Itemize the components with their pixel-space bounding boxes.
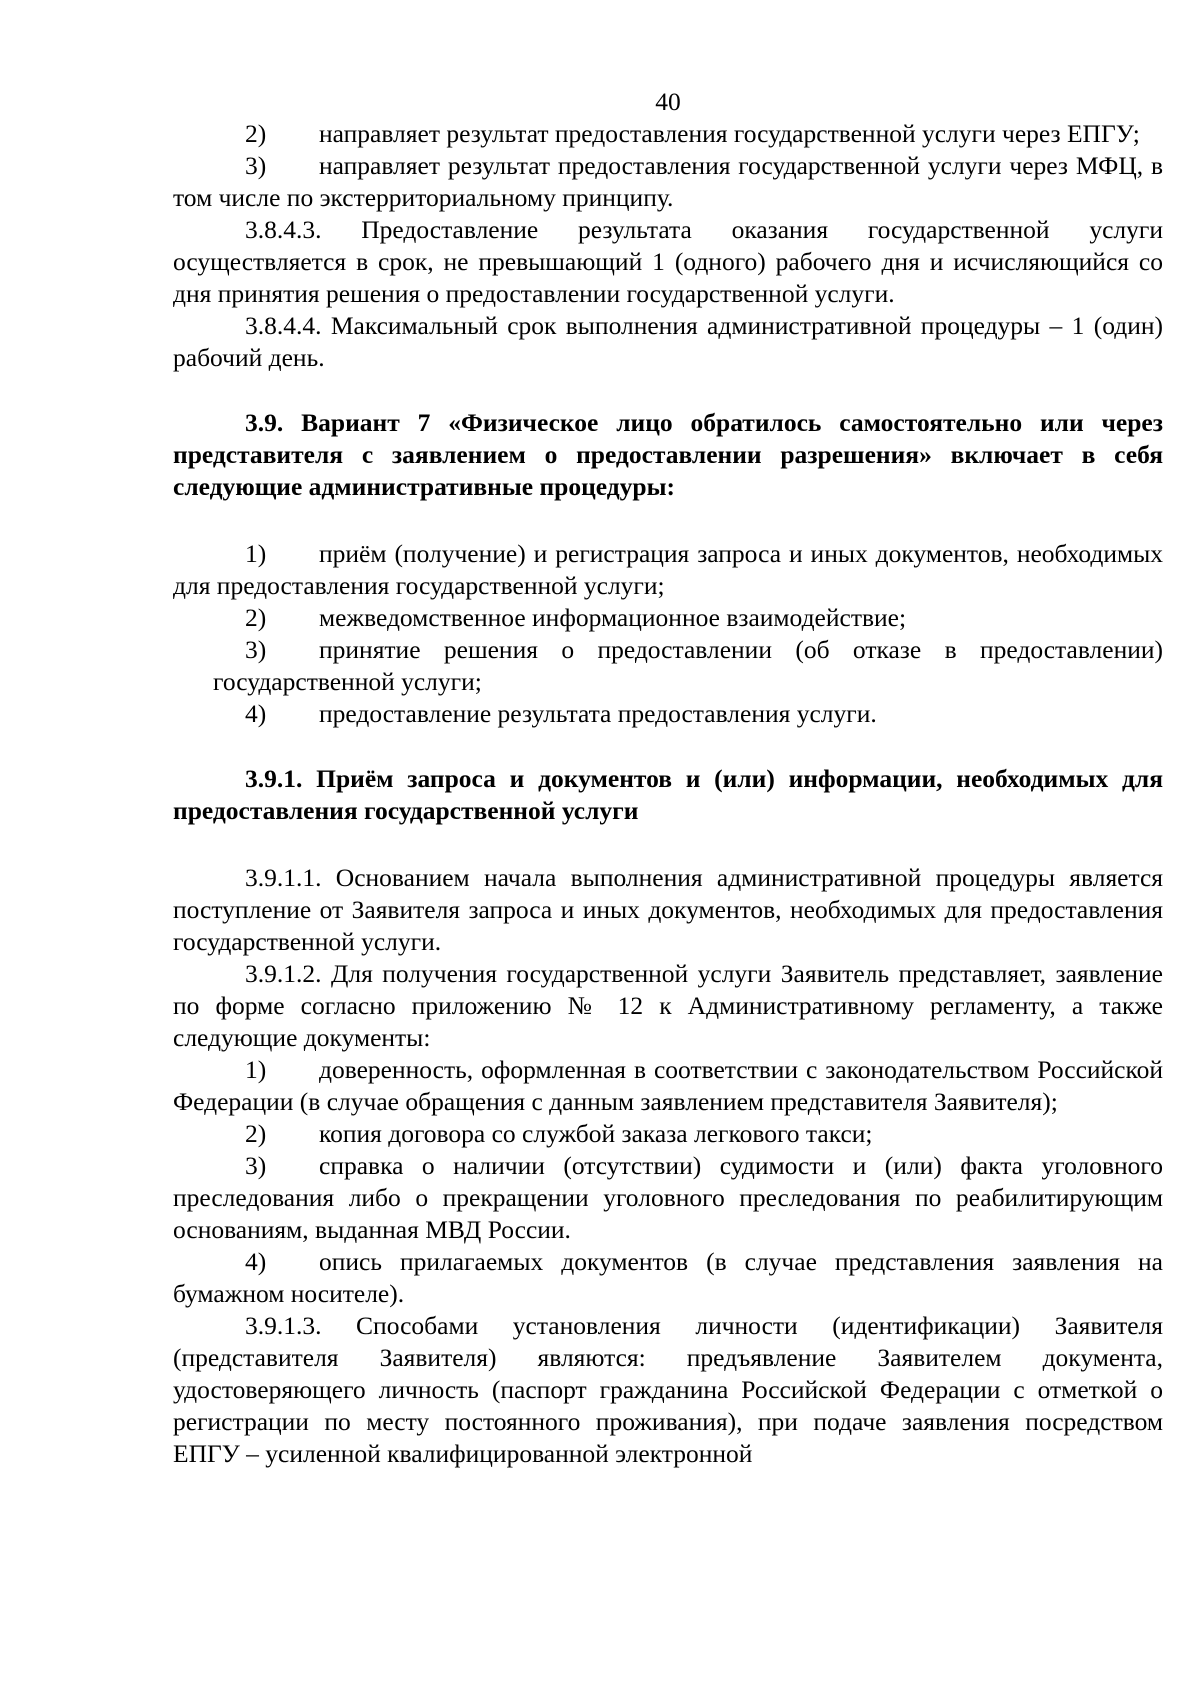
paragraph-3-8-4-3: 3.8.4.3. Предоставление результата оказания государственной услуги осуществляется в срок, не превышающий 1 (одного) рабочего дня и исчисляющийся со дня принятия решения о предоставлении государственной услуги. [173, 215, 1163, 308]
list-item-number: 3) [245, 635, 267, 664]
section-heading-3-9-1: 3.9.1. Приём запроса и документов и (или) информации, необходимых для предоставления государственной услуги [173, 764, 1163, 825]
list-item-number: 1) [245, 539, 267, 568]
page-number: 40 [655, 87, 681, 116]
list-item-text: копия договора со службой заказа легкового такси; [319, 1119, 873, 1148]
list-item-text: направляет результат предоставления государственной услуги через ЕПГУ; [319, 119, 1140, 148]
list-item-text: межведомственное информационное взаимодействие; [319, 603, 907, 632]
list-item [173, 1118, 1163, 1150]
section-heading-3-9: 3.9. Вариант 7 «Физическое лицо обратилось самостоятельно или через представителя с заявлением о предоставлении разрешения» включает в себя следующие административные процедуры: [173, 408, 1163, 501]
list-item-number: 4) [245, 1247, 267, 1276]
list-item-text: справка о наличии (отсутствии) судимости и (или) факта уголовного преследования либо о прекращении уголовного преследования по реабилитирующим основаниям, выданная МВД России. [173, 1151, 1163, 1244]
list-item [173, 1246, 1163, 1310]
list-item [173, 602, 1163, 634]
list-item [173, 538, 1163, 602]
paragraph-3-8-4-4: 3.8.4.4. Максимальный срок выполнения административной процедуры – 1 (один) рабочий день. [173, 311, 1163, 372]
list-item [173, 1150, 1163, 1246]
list-item-text: предоставление результата предоставления услуги. [319, 699, 877, 728]
document-body [173, 118, 1163, 1470]
list-item [173, 634, 1163, 698]
list-item [173, 118, 1163, 150]
list-item-text: доверенность, оформленная в соответствии с законодательством Российской Федерации (в случае обращения с данным заявлением представителя Заявителя); [173, 1055, 1163, 1116]
list-item [173, 1054, 1163, 1118]
list-item-number: 2) [245, 1119, 267, 1148]
list-item-number: 3) [245, 1151, 267, 1180]
list-item-number: 3) [245, 151, 267, 180]
list-item-text: опись прилагаемых документов (в случае представления заявления на бумажном носителе). [173, 1247, 1163, 1308]
list-item-text: направляет результат предоставления государственной услуги через МФЦ, в том числе по экстерриториальному принципу. [173, 151, 1163, 212]
list-item-number: 4) [245, 699, 267, 728]
list-item-number: 1) [245, 1055, 267, 1084]
list-item [173, 150, 1163, 214]
list-item [173, 698, 1163, 730]
list-item-number: 2) [245, 119, 267, 148]
list-item-text: приём (получение) и регистрация запроса и иных документов, необходимых для предоставления государственной услуги; [173, 539, 1163, 600]
paragraph-3-9-1-2: 3.9.1.2. Для получения государственной услуги Заявитель представляет, заявление по форме согласно приложению № 12 к Административному регламенту, а также следующие документы: [173, 959, 1163, 1052]
paragraph-3-9-1-3: 3.9.1.3. Способами установления личности (идентификации) Заявителя (представителя Заявителя) являются: предъявление Заявителем документа, удостоверяющего личность (паспорт гражданина Российской Федерации с отметкой о регистрации по месту постоянного проживания), при подаче заявления посредством ЕПГУ – усиленной квалифицированной электронной [173, 1311, 1163, 1468]
paragraph-3-9-1-1: 3.9.1.1. Основанием начала выполнения административной процедуры является поступление от Заявителя запроса и иных документов, необходимых для предоставления государственной услуги. [173, 863, 1163, 956]
list-item-number: 2) [245, 603, 267, 632]
list-item-text: принятие решения о предоставлении (об отказе в предоставлении) государственной услуги; [213, 635, 1163, 696]
